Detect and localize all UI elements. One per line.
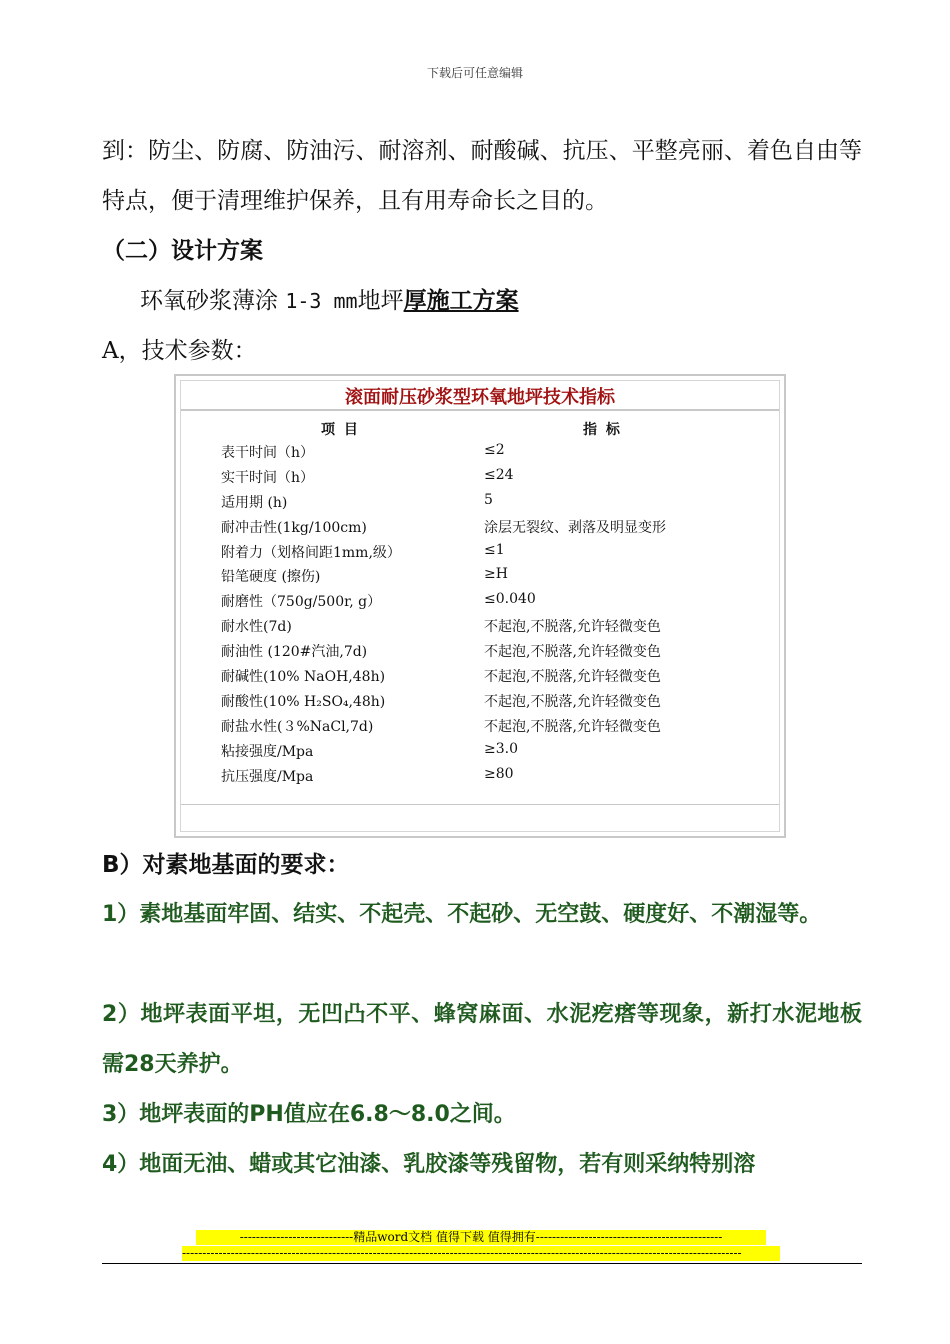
table-row [181,613,779,638]
row-item: 实干时间（h） [221,469,315,486]
row-value: 不起泡,不脱落,允许轻微变色 [484,693,661,710]
table-row [181,539,779,564]
footer-rule [102,1263,862,1264]
column-header-value: 指 标 [583,422,622,438]
section-heading: （二）设计方案 [102,238,263,264]
subtitle-mid: 地坪 [357,288,404,314]
row-item: 耐油性 (120#汽油,7d) [221,644,368,661]
requirements-heading: B）对素地基面的要求： [102,852,350,878]
row-value: 不起泡,不脱落,允许轻微变色 [484,718,661,735]
row-value: ≥80 [484,765,514,782]
row-value: 涂层无裂纹、剥落及明显变形 [484,519,666,536]
row-value: 不起泡,不脱落,允许轻微变色 [484,669,661,686]
table-row [181,563,779,588]
requirement-item: 2）地坪表面平坦，无凹凸不平、蜂窝麻面、水泥疙瘩等现象，新打水泥地板需28天养护。 [102,1002,862,1077]
requirement-item: 4）地面无油、蜡或其它油漆、乳胶漆等残留物，若有则采纳特别溶 [102,1152,756,1177]
subtitle-underlined: 厚施工方案 [403,288,519,314]
row-value: ≤0.040 [484,591,536,608]
table-row [181,638,779,663]
subtitle [140,276,519,326]
table-row [181,439,779,464]
table-row [181,713,779,738]
table-row [181,464,779,489]
table-row [181,663,779,688]
page-header: 下载后可任意编辑 [426,66,523,80]
row-item: 铅笔硬度 (擦伤) [221,569,321,586]
tech-params-label: A，技术参数： [102,338,257,364]
row-item: 适用期 (h) [221,494,288,511]
row-item: 耐水性(7d) [221,619,292,636]
row-value: 5 [484,491,493,508]
spec-table-frame [180,380,780,832]
row-item: 耐磨性（750g/500r, g） [221,594,382,611]
row-value: 不起泡,不脱落,允许轻微变色 [484,619,661,636]
row-value: ≥3.0 [484,740,518,757]
subtitle-plain: 环氧砂浆薄涂 [140,288,278,314]
footer-dash-line: ------------------------------------------------------------------------------------------------------------------------------------------ [182,1246,780,1261]
row-item: 耐冲击性(1kg/100cm) [221,519,367,536]
spec-table-divider [181,409,779,411]
footer-banner: ----------------------------精品word文档 值得下载 值得拥有---------------------------------------------- [196,1230,766,1245]
table-row [181,489,779,514]
row-item: 粘接强度/Mpa [221,743,314,760]
table-row [181,514,779,539]
row-value: ≤24 [484,466,514,483]
row-item: 耐碱性(10% NaOH,48h) [221,669,386,686]
table-row [181,588,779,613]
spec-table-rows [181,439,779,787]
row-item: 附着力（划格间距1mm,级） [221,544,401,561]
row-item: 耐盐水性(３%NaCl,7d) [221,718,374,735]
row-value: ≥H [484,566,508,583]
column-header-item: 项 目 [321,422,360,438]
table-row [181,738,779,763]
intro-paragraph: 到：防尘、防腐、防油污、耐溶剂、耐酸碱、抗压、平整亮丽、着色自由等特点，便于清理维护保养，且有用寿命长之目的。 [102,138,862,214]
row-item: 耐酸性(10% H₂SO₄,48h) [221,693,386,710]
row-value: ≤1 [484,541,505,558]
spec-table-title: 滚面耐压砂浆型环氧地坪技术指标 [345,387,615,408]
row-item: 抗压强度/Mpa [221,768,314,785]
spec-table-footer-divider [181,804,779,805]
requirement-item: 1）素地基面牢固、结实、不起壳、不起砂、无空鼓、硬度好、不潮湿等。 [102,902,822,927]
table-row [181,763,779,788]
row-value: ≤2 [484,442,505,458]
row-item: 表干时间（h） [221,445,315,461]
requirement-item: 3）地坪表面的PH值应在6.8～8.0之间。 [102,1102,516,1127]
row-value: 不起泡,不脱落,允许轻微变色 [484,644,661,661]
subtitle-range: 1-3 mm [285,289,358,313]
table-row [181,688,779,713]
spec-table [174,374,786,838]
